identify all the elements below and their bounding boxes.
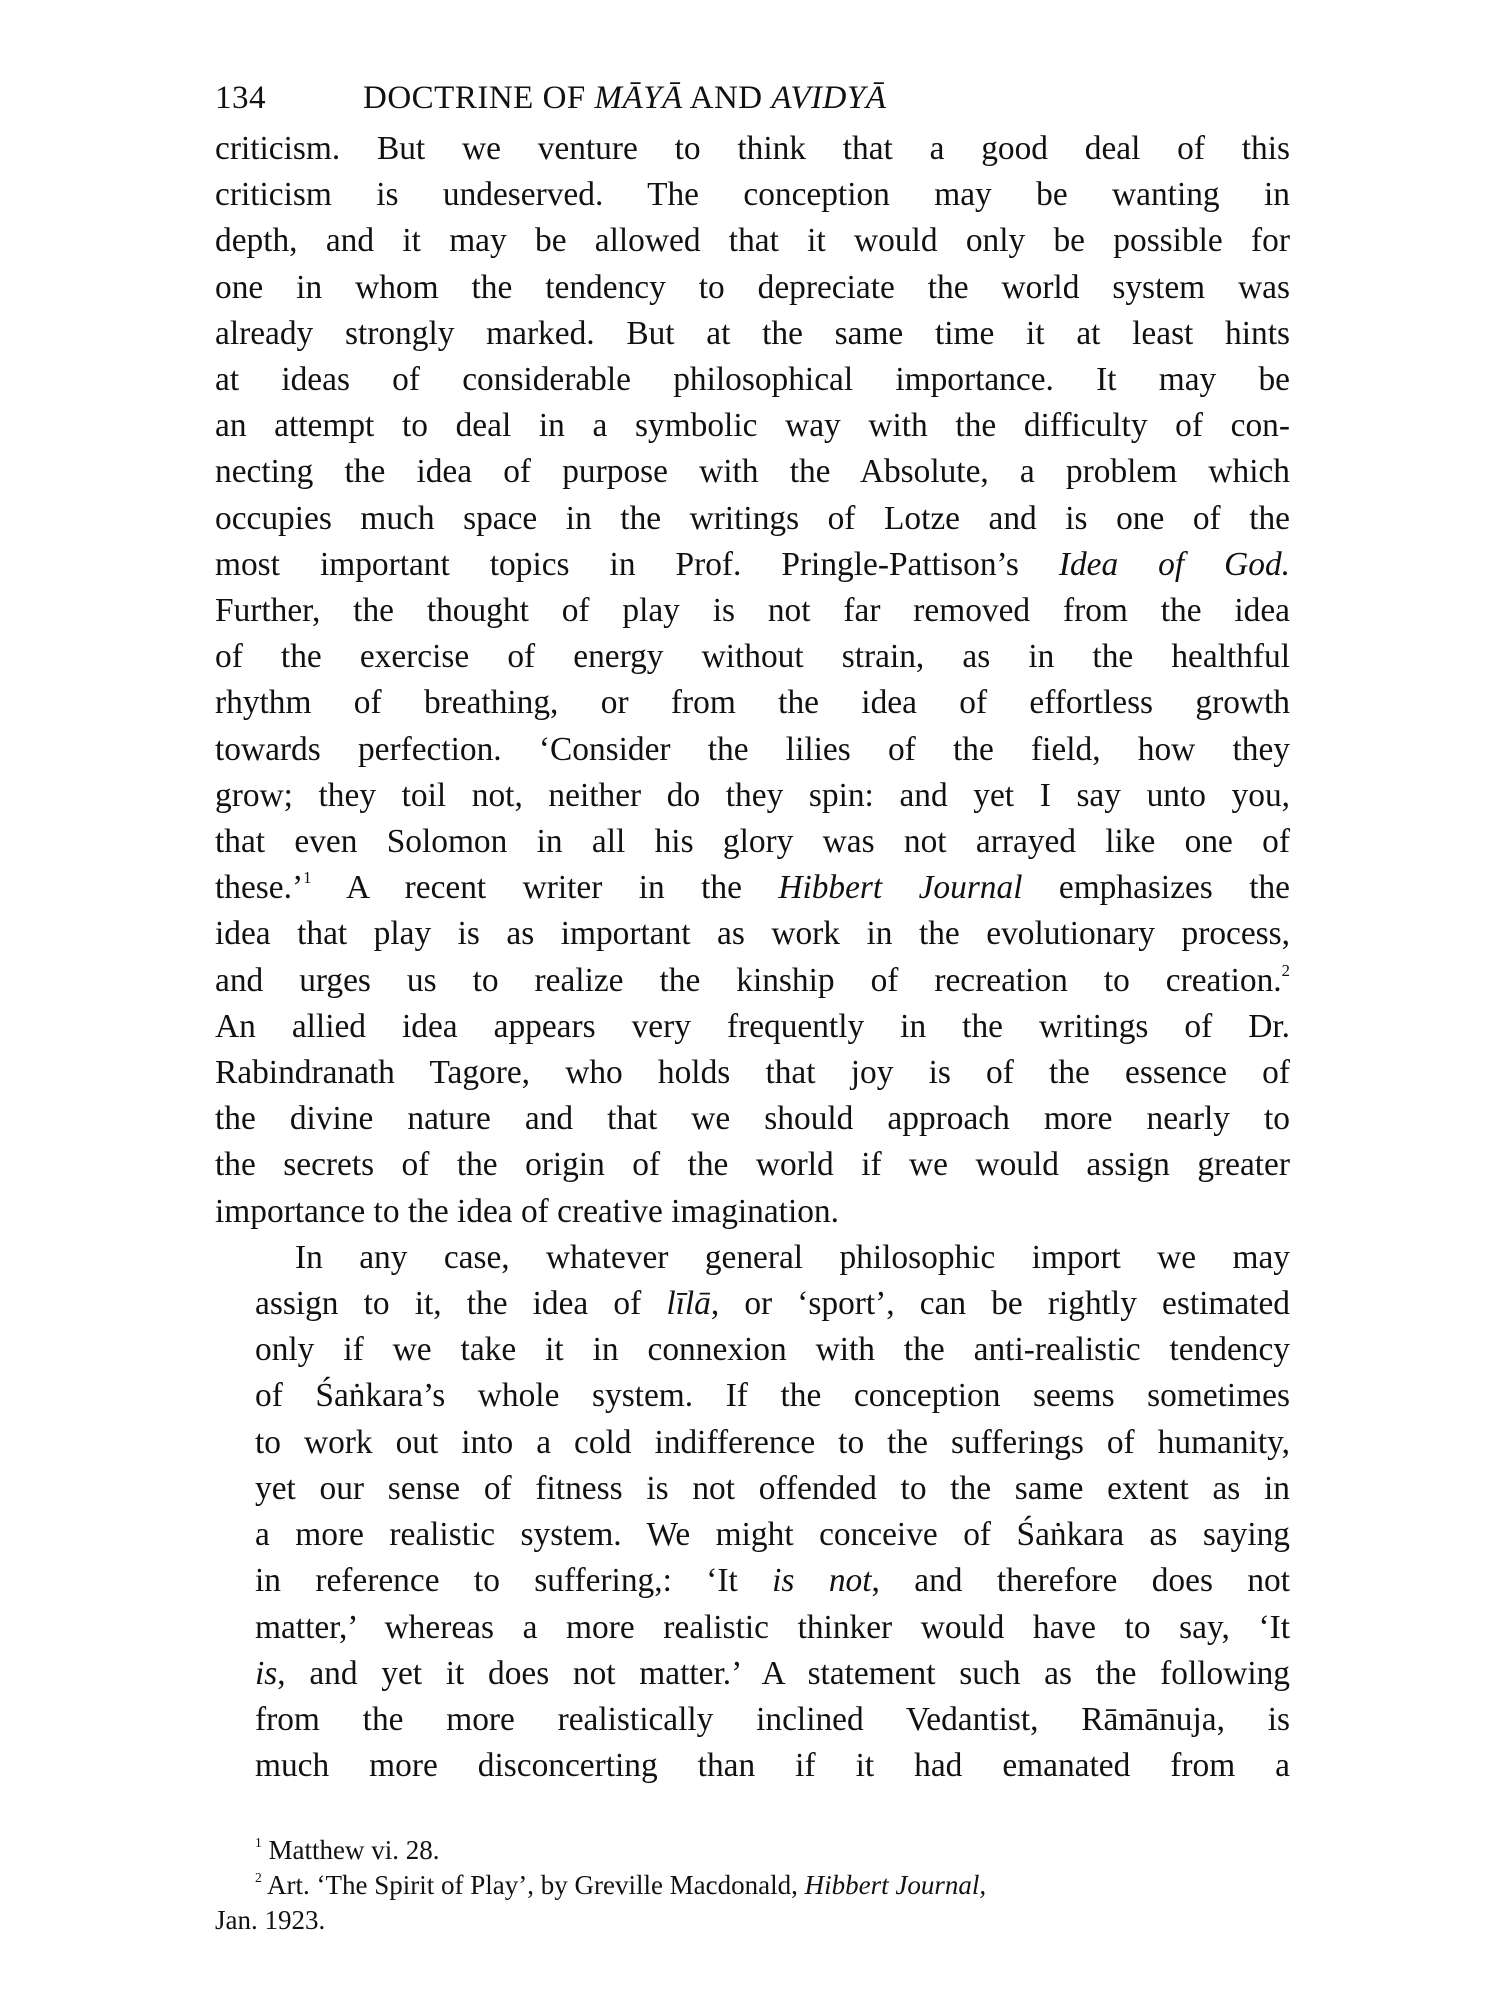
term-lila: līlā	[666, 1285, 711, 1323]
footnote-1	[215, 1833, 1290, 1868]
emphasis-is: is	[255, 1654, 278, 1692]
text-line: at ideas of considerable philosophical importance. It may be	[215, 361, 1290, 399]
text-line	[215, 1281, 1290, 1327]
text-run: and urges us to realize the kinship of recreation to creation.	[215, 961, 1282, 999]
text-run: emphasizes the	[1022, 869, 1290, 907]
text-line: from the more realistically inclined Vedantist, Rāmānuja, is	[255, 1700, 1290, 1738]
text-line	[215, 865, 1290, 911]
text-line: of the exercise of energy without strain, as in the healthful	[215, 638, 1290, 676]
text-line: idea that play is as important as work in the evolutionary process,	[215, 915, 1290, 953]
footnote-text: Art. ‘The Spirit of Play’, by Greville Macdonald,	[261, 1870, 805, 1900]
emphasis-is-not: is not	[772, 1562, 872, 1600]
book-page	[215, 80, 1290, 1789]
page-number: 134	[215, 80, 266, 116]
text-line	[215, 542, 1290, 588]
running-title	[363, 80, 886, 117]
text-line: one in whom the tendency to depreciate the world system was	[215, 268, 1290, 306]
text-line: that even Solomon in all his glory was not arrayed like one of	[215, 823, 1290, 861]
title-maya: MĀYĀ	[594, 80, 683, 116]
text-line: Rabindranath Tagore, who holds that joy is of the essence of	[215, 1054, 1290, 1092]
text-run: , or ‘sport’, can be rightly estimated	[710, 1285, 1290, 1323]
text-line: occupies much space in the writings of Lotze and is one of the	[215, 499, 1290, 537]
text-line: necting the idea of purpose with the Absolute, a problem which	[215, 453, 1290, 491]
text-line: yet our sense of fitness is not offended to the same extent as in	[255, 1469, 1290, 1507]
paragraph-1	[215, 126, 1290, 1235]
title-prefix: DOCTRINE OF	[363, 80, 595, 116]
text-line: the divine nature and that we should approach more nearly to	[215, 1100, 1290, 1138]
text-line	[215, 1651, 1290, 1697]
running-header	[215, 80, 1290, 126]
footnote-text: Matthew vi. 28.	[261, 1835, 440, 1865]
text-line: a more realistic system. We might conceive of Śaṅkara as saying	[255, 1516, 1290, 1554]
title-and: AND	[682, 80, 772, 116]
text-line: An allied idea appears very frequently in the writings of Dr.	[215, 1007, 1290, 1045]
text-line: criticism. But we venture to think that a good deal of this	[215, 130, 1290, 167]
text-line	[215, 1558, 1290, 1604]
footnote-journal: Hibbert Journal,	[804, 1870, 987, 1900]
text-line: grow; they toil not, neither do they spin: and yet I say unto you,	[215, 776, 1290, 814]
text-line: Further, the thought of play is not far removed from the idea	[215, 592, 1290, 630]
text-line: In any case, whatever general philosophic import we may	[295, 1238, 1290, 1276]
text-line: importance to the idea of creative imagination.	[215, 1192, 839, 1230]
footnote-2	[215, 1868, 1290, 1903]
title-avidya: AVIDYĀ	[771, 80, 887, 116]
journal-title: Hibbert Journal	[778, 869, 1023, 907]
text-line: to work out into a cold indifference to the sufferings of humanity,	[255, 1423, 1290, 1461]
footnote-ref-2[interactable]: 2	[1281, 960, 1290, 980]
text-line: already strongly marked. But at the same time it at least hints	[215, 314, 1290, 352]
text-line: criticism is undeserved. The conception may be wanting in	[215, 176, 1290, 214]
text-line: the secrets of the origin of the world if we would assign greater	[215, 1146, 1290, 1184]
body-text	[215, 126, 1290, 1789]
paragraph-2	[215, 1235, 1290, 1789]
text-line: of Śaṅkara’s whole system. If the conception seems sometimes	[255, 1377, 1290, 1415]
text-run: assign to it, the idea of	[255, 1285, 667, 1323]
text-run: A recent writer in the	[311, 869, 779, 907]
text-line: much more disconcerting than if it had emanated from a	[255, 1747, 1290, 1785]
text-line: towards perfection. ‘Consider the lilies of the field, how they	[215, 730, 1290, 768]
text-line: rhythm of breathing, or from the idea of effortless growth	[215, 684, 1290, 722]
text-run: , and yet it does not matter.’ A statement such as the following	[277, 1654, 1290, 1692]
text-line: only if we take it in connexion with the anti-realistic tendency	[255, 1331, 1290, 1369]
footnote-marker: 2	[255, 1869, 262, 1885]
footnotes	[215, 1833, 1290, 1938]
text-run: in reference to suffering,: ‘It	[255, 1562, 773, 1600]
footnote-2-continued: Jan. 1923.	[215, 1905, 326, 1935]
text-run: , and therefore does not	[871, 1562, 1290, 1600]
text-run: these.’	[215, 869, 304, 907]
footnote-ref-1[interactable]: 1	[303, 868, 312, 888]
text-line: matter,’ whereas a more realistic thinker would have to say, ‘It	[255, 1608, 1290, 1646]
text-line: depth, and it may be allowed that it would only be possible for	[215, 222, 1290, 260]
book-title-idea-of-god: Idea of God.	[1058, 545, 1290, 583]
footnote-marker: 1	[255, 1834, 262, 1850]
text-line: an attempt to deal in a symbolic way with the difficulty of con-	[215, 407, 1290, 445]
text-run: most important topics in Prof. Pringle-Pattison’s	[215, 545, 1059, 583]
text-line	[215, 958, 1290, 1004]
